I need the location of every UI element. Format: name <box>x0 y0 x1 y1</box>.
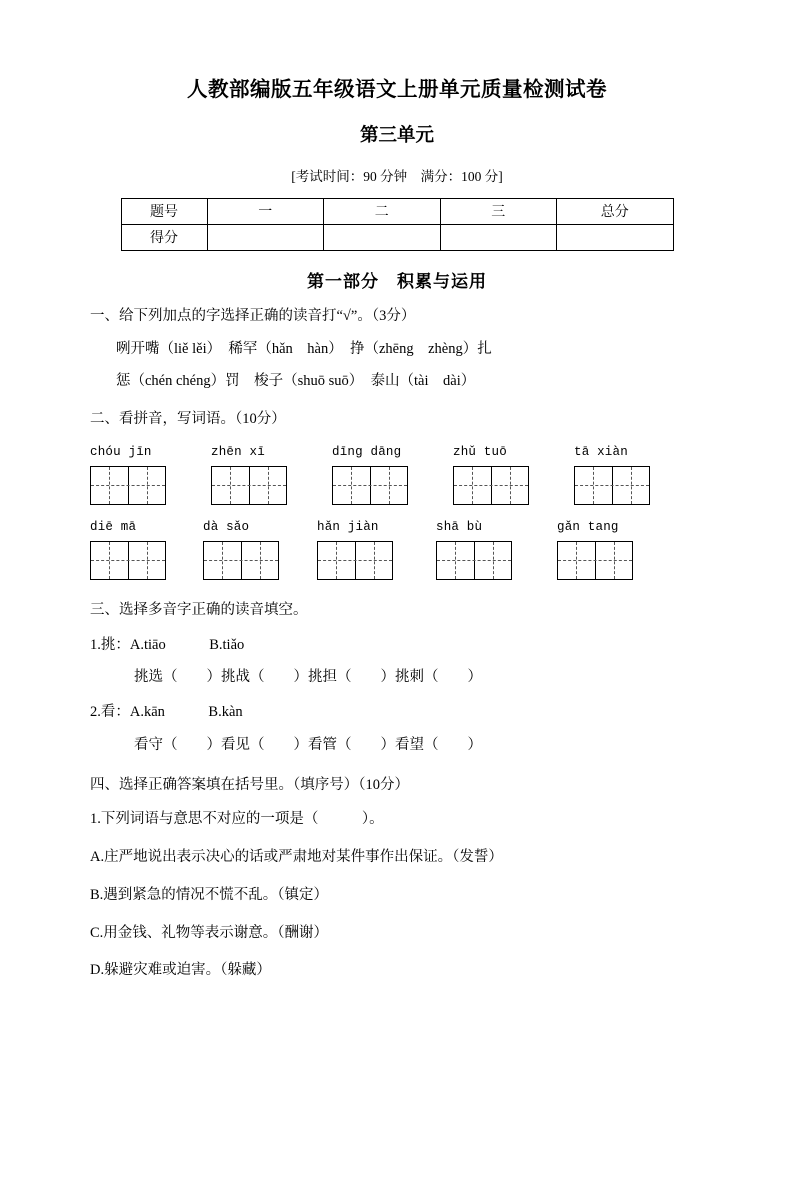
question-1-line-2[interactable]: 惩（chén chéng）罚 梭子（shuō suō） 泰山（tài dài） <box>116 373 476 390</box>
score-column-header-2: 二 <box>324 198 441 224</box>
question-4-option-c[interactable]: C.用金钱、礼物等表示谢意。（酬谢） <box>90 924 329 941</box>
pinyin-grid-item-5 <box>574 445 650 505</box>
question-1-line-1[interactable]: 咧开嘴（liě lěi） 稀罕（hǎn hàn） 挣（zhēng zhèng）扎 <box>116 340 492 357</box>
pinyin-grid-item-7 <box>203 520 279 580</box>
pinyin-grid-item-8 <box>317 520 393 580</box>
question-2-title: 二、看拼音，写词语。（10分） <box>90 411 286 428</box>
score-column-header-1: 一 <box>207 198 324 224</box>
pinyin-grid-row-2 <box>90 520 704 580</box>
tianzige-box-7[interactable] <box>203 541 279 580</box>
score-cell-3[interactable] <box>440 224 557 250</box>
pinyin-label-5: tā xiàn <box>574 444 628 459</box>
tianzige-box-10[interactable] <box>557 541 633 580</box>
question-4-option-d[interactable]: D.躲避灾难或迫害。（躲藏） <box>90 962 271 979</box>
score-column-header-total: 总分 <box>557 198 674 224</box>
pinyin-label-8: hǎn jiàn <box>317 519 379 534</box>
part-heading: 第一部分 积累与运用 <box>307 271 487 291</box>
exam-meta: [考试时间：90 分钟 满分：100 分] <box>291 168 503 184</box>
exam-page <box>0 78 794 1201</box>
pinyin-label-10: gǎn tang <box>557 519 619 534</box>
tianzige-box-4[interactable] <box>453 466 529 505</box>
pinyin-label-3: dīng dāng <box>332 444 402 459</box>
page-title: 人教部编版五年级语文上册单元质量检测试卷 <box>187 79 607 101</box>
pinyin-grid-item-6 <box>90 520 166 580</box>
row-label-score: 得分 <box>121 224 207 250</box>
score-table-wrapper <box>90 198 704 251</box>
tianzige-box-5[interactable] <box>574 466 650 505</box>
tianzige-box-3[interactable] <box>332 466 408 505</box>
pinyin-label-1: chóu jīn <box>90 444 152 459</box>
pinyin-grid-item-10 <box>557 520 633 580</box>
row-label-question-number: 题号 <box>121 198 207 224</box>
tianzige-box-6[interactable] <box>90 541 166 580</box>
tianzige-box-9[interactable] <box>436 541 512 580</box>
pinyin-grid-row-1 <box>90 445 704 505</box>
pinyin-grid-item-3 <box>332 445 408 505</box>
pinyin-grid-item-2 <box>211 445 287 505</box>
question-4-option-a[interactable]: A.庄严地说出表示决心的话或严肃地对某件事作出保证。（发誓） <box>90 849 503 866</box>
table-row-scores <box>121 224 673 250</box>
score-table <box>121 198 674 251</box>
score-cell-total[interactable] <box>557 224 674 250</box>
pinyin-writing-grid <box>90 445 704 580</box>
question-4-stem[interactable]: 1.下列词语与意思不对应的一项是（ ）。 <box>90 811 384 828</box>
table-row-question-numbers <box>121 198 673 224</box>
score-cell-2[interactable] <box>324 224 441 250</box>
tianzige-box-8[interactable] <box>317 541 393 580</box>
question-3-item-1-prompt: 1.挑：A.tiāo B.tiǎo <box>90 636 245 653</box>
pinyin-label-9: shā bù <box>436 519 483 534</box>
pinyin-label-4: zhǔ tuō <box>453 444 507 459</box>
question-4-option-b[interactable]: B.遇到紧急的情况不慌不乱。（镇定） <box>90 886 329 903</box>
pinyin-grid-item-9 <box>436 520 512 580</box>
question-3-item-1-blanks[interactable]: 挑选（ ）挑战（ ）挑担（ ）挑刺（ ） <box>134 669 482 686</box>
question-3-item-2-prompt: 2.看：A.kān B.kàn <box>90 704 243 721</box>
pinyin-grid-item-1 <box>90 445 166 505</box>
pinyin-grid-item-4 <box>453 445 529 505</box>
pinyin-label-7: dà sǎo <box>203 519 250 534</box>
question-4-title: 四、选择正确答案填在括号里。（填序号）（10分） <box>90 776 409 793</box>
pinyin-label-6: diē mā <box>90 519 137 534</box>
question-1-title: 一、给下列加点的字选择正确的读音打“√”。（3分） <box>90 307 416 324</box>
question-3-title: 三、选择多音字正确的读音填空。 <box>90 601 308 618</box>
tianzige-box-2[interactable] <box>211 466 287 505</box>
pinyin-label-2: zhēn xī <box>211 444 265 459</box>
question-3-item-2-blanks[interactable]: 看守（ ）看见（ ）看管（ ）看望（ ） <box>134 736 482 753</box>
tianzige-box-1[interactable] <box>90 466 166 505</box>
score-column-header-3: 三 <box>440 198 557 224</box>
unit-subtitle: 第三单元 <box>359 125 434 146</box>
score-cell-1[interactable] <box>207 224 324 250</box>
